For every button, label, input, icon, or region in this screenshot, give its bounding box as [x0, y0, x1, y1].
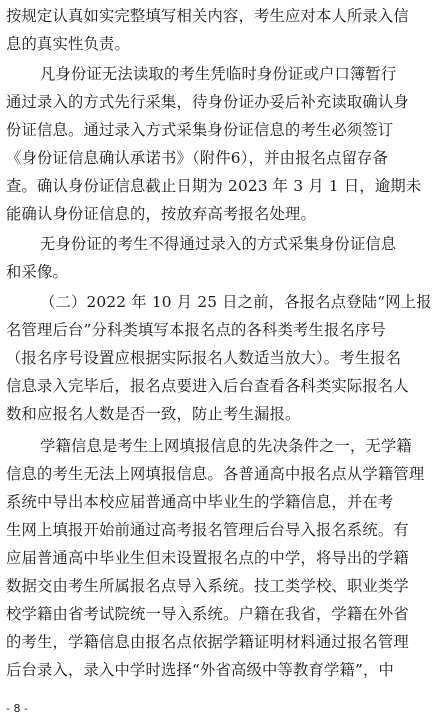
text-line: 《身份证信息确认承诺书》（附件6），并由报名点留存备 — [6, 149, 389, 167]
text-line: 数和应报名人数是否一致，防止考生漏报。 — [6, 405, 301, 423]
text-line: 校学籍由省考试院统一导入系统。户籍在我省，学籍在外省 — [6, 605, 409, 623]
text-line: 应届普通高中毕业生但未设置报名点的中学，将导出的学籍 — [6, 549, 409, 567]
text-line: 息的真实性负责。 — [6, 35, 130, 53]
paragraph-1 — [6, 2, 440, 58]
text-line: 信息录入完毕后，报名点要进入后台查看各科类实际报名人 — [6, 377, 409, 395]
text-line: 系统中导出本校应届普通高中毕业生的学籍信息，并在考 — [6, 493, 394, 511]
paragraph-2 — [6, 60, 440, 228]
text-line: 的考生，学籍信息由报名点依据学籍证明材料通过报名管理 — [6, 633, 409, 651]
text-line: 生网上填报开始前通过高考报名管理后台导入报名系统。有 — [6, 521, 409, 539]
text-line: （二）2022 年 10 月 25 日之前，各报名点登陆“网上报 — [40, 293, 432, 311]
text-line: 信息的考生无法上网填报信息。各普通高中报名点从学籍管理 — [6, 465, 425, 483]
page-number: - 8 - — [6, 702, 28, 715]
text-line: 名管理后台”分科类填写本报名点的各科类考生报名序号 — [6, 321, 386, 339]
text-line: 按规定认真如实完整填写相关内容，考生应对本人所录入信 — [6, 7, 409, 25]
text-line: 后台录入，录入中学时选择“外省高级中等教育学籍”，中 — [6, 661, 394, 679]
text-line: 能确认身份证信息的，按放弃高考报名处理。 — [6, 205, 316, 223]
text-line: 通过录入的方式先行采集，待身份证办妥后补充读取确认身 — [6, 93, 409, 111]
paragraph-3 — [6, 230, 440, 286]
paragraph-4 — [6, 288, 440, 428]
paragraph-5 — [6, 432, 440, 684]
text-line: 查。确认身份证信息截止日期为 2023 年 3 月 1 日，逾期未 — [6, 177, 422, 195]
text-line: 数据交由考生所属报名点导入系统。技工类学校、职业类学 — [6, 577, 409, 595]
text-line: 凡身份证无法读取的考生凭临时身份证或户口簿暂行 — [40, 65, 397, 83]
text-line: 和采像。 — [6, 263, 68, 281]
text-line: 学籍信息是考生上网填报信息的先决条件之一，无学籍 — [40, 437, 412, 455]
text-line: 份证信息。通过录入方式采集身份证信息的考生必须签订 — [6, 121, 394, 139]
text-line: 无身份证的考生不得通过录入的方式采集身份证信息 — [40, 235, 397, 253]
text-line: （报名序号设置应根据实际报名人数适当放大）。考生报名 — [6, 349, 402, 367]
